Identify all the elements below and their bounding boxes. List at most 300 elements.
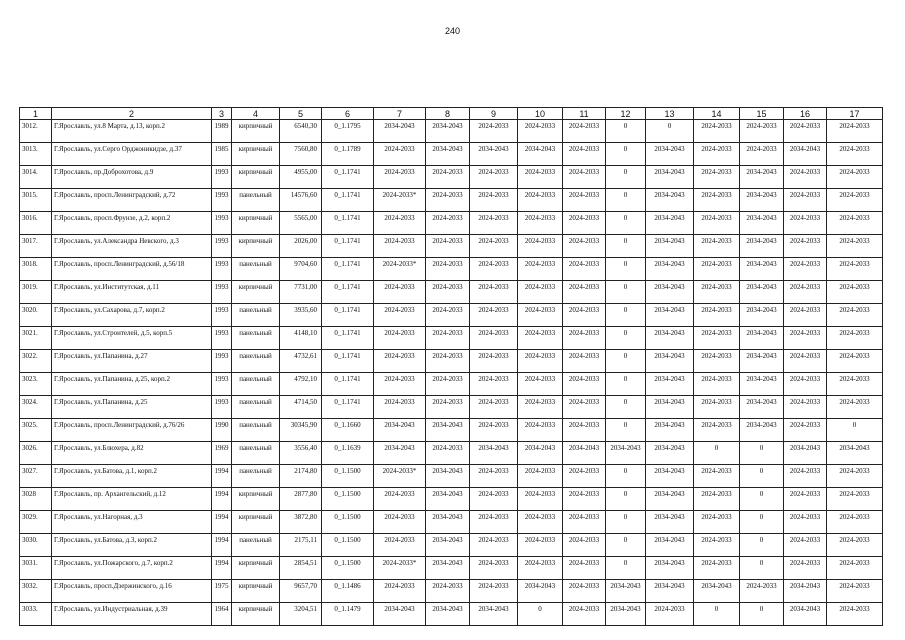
cell-coefficient: 0_1.1479 xyxy=(322,603,374,626)
table-row xyxy=(20,327,883,350)
cell-address: Г.Ярославль, ул.Строителей, д.5, корп.5 xyxy=(52,327,212,350)
cell-period-14: 2024-2033 xyxy=(694,534,740,557)
cell-coefficient: 0_1.1741 xyxy=(322,189,374,212)
cell-period-8: 2034-2043 xyxy=(426,534,470,557)
cell-coefficient: 0_1.1500 xyxy=(322,488,374,511)
cell-period-12: 0 xyxy=(606,189,646,212)
cell-year-built: 1993 xyxy=(212,373,232,396)
cell-period-16: 2024-2033 xyxy=(784,465,827,488)
cell-year-built: 1993 xyxy=(212,327,232,350)
cell-period-11: 2034-2043 xyxy=(563,442,606,465)
cell-period-8: 2024-2033 xyxy=(426,235,470,258)
cell-period-13: 2034-2043 xyxy=(646,327,694,350)
cell-year-built: 1993 xyxy=(212,212,232,235)
cell-period-13: 2034-2043 xyxy=(646,189,694,212)
cell-period-17: 2024-2033 xyxy=(827,166,883,189)
cell-period-13: 2034-2043 xyxy=(646,304,694,327)
cell-row-number: 3021. xyxy=(20,327,52,350)
cell-address: Г.Ярославль, ул.Институтская, д.11 xyxy=(52,281,212,304)
cell-period-9: 2024-2033 xyxy=(470,304,518,327)
table-row xyxy=(20,212,883,235)
cell-period-7: 2024-2033* xyxy=(374,258,426,281)
cell-wall-material: панельный xyxy=(232,258,280,281)
cell-period-8: 2034-2043 xyxy=(426,120,470,143)
column-header-4: 4 xyxy=(232,108,280,120)
cell-period-9: 2024-2033 xyxy=(470,235,518,258)
cell-period-14: 2024-2033 xyxy=(694,350,740,373)
cell-period-12: 0 xyxy=(606,327,646,350)
cell-period-11: 2024-2033 xyxy=(563,166,606,189)
cell-wall-material: кирпичный xyxy=(232,212,280,235)
cell-period-9: 2024-2033 xyxy=(470,511,518,534)
cell-period-11: 2024-2033 xyxy=(563,419,606,442)
cell-area: 9704,60 xyxy=(280,258,322,281)
cell-period-7: 2024-2033 xyxy=(374,511,426,534)
cell-period-10: 2024-2033 xyxy=(518,281,563,304)
cell-address: Г.Ярославль, ул.Александра Невского, д.3 xyxy=(52,235,212,258)
cell-period-9: 2024-2033 xyxy=(470,488,518,511)
cell-period-16: 2024-2033 xyxy=(784,304,827,327)
cell-wall-material: панельный xyxy=(232,350,280,373)
cell-wall-material: кирпичный xyxy=(232,580,280,603)
cell-period-8: 2024-2033 xyxy=(426,304,470,327)
cell-period-16: 2024-2033 xyxy=(784,281,827,304)
cell-area: 2026,00 xyxy=(280,235,322,258)
cell-period-10: 0 xyxy=(518,603,563,626)
cell-period-12: 0 xyxy=(606,212,646,235)
cell-period-12: 0 xyxy=(606,534,646,557)
cell-address: Г.Ярославль, просп.Фрунзе, д.2, корп.2 xyxy=(52,212,212,235)
cell-year-built: 1989 xyxy=(212,120,232,143)
cell-period-7: 2024-2033 xyxy=(374,235,426,258)
cell-period-10: 2024-2033 xyxy=(518,189,563,212)
table-row xyxy=(20,120,883,143)
cell-wall-material: кирпичный xyxy=(232,281,280,304)
cell-period-7: 2024-2033 xyxy=(374,327,426,350)
cell-address: Г.Ярославль, просп.Ленинградский, д.56/18 xyxy=(52,258,212,281)
cell-period-10: 2034-2043 xyxy=(518,442,563,465)
cell-address: Г.Ярославль, ул.Батова, д.1, корп.2 xyxy=(52,465,212,488)
cell-period-9: 2024-2033 xyxy=(470,120,518,143)
cell-area: 14576,60 xyxy=(280,189,322,212)
cell-year-built: 1994 xyxy=(212,534,232,557)
cell-period-10: 2024-2033 xyxy=(518,557,563,580)
cell-period-17: 2024-2033 xyxy=(827,327,883,350)
column-header-12: 12 xyxy=(606,108,646,120)
cell-period-15: 0 xyxy=(740,603,784,626)
cell-period-17: 2024-2033 xyxy=(827,143,883,166)
cell-period-12: 2034-2043 xyxy=(606,580,646,603)
cell-period-12: 0 xyxy=(606,465,646,488)
table-row xyxy=(20,304,883,327)
cell-period-14: 2024-2033 xyxy=(694,327,740,350)
cell-address: Г.Ярославль, ул.Папанина, д.25 xyxy=(52,396,212,419)
cell-period-15: 2034-2043 xyxy=(740,258,784,281)
cell-area: 5565,00 xyxy=(280,212,322,235)
cell-period-7: 2024-2033 xyxy=(374,534,426,557)
cell-year-built: 1994 xyxy=(212,465,232,488)
cell-period-7: 2024-2033 xyxy=(374,143,426,166)
cell-period-10: 2024-2033 xyxy=(518,166,563,189)
cell-period-12: 0 xyxy=(606,419,646,442)
cell-row-number: 3024. xyxy=(20,396,52,419)
cell-period-7: 2024-2033 xyxy=(374,304,426,327)
cell-period-15: 2024-2033 xyxy=(740,143,784,166)
cell-period-8: 2024-2033 xyxy=(426,350,470,373)
cell-row-number: 3022. xyxy=(20,350,52,373)
cell-row-number: 3020. xyxy=(20,304,52,327)
cell-area: 4714,50 xyxy=(280,396,322,419)
cell-coefficient: 0_1.1500 xyxy=(322,557,374,580)
cell-period-14: 2024-2033 xyxy=(694,465,740,488)
column-header-3: 3 xyxy=(212,108,232,120)
cell-coefficient: 0_1.1795 xyxy=(322,120,374,143)
cell-coefficient: 0_1.1639 xyxy=(322,442,374,465)
cell-period-15: 2034-2043 xyxy=(740,327,784,350)
cell-period-9: 2024-2033 xyxy=(470,580,518,603)
housing-register-table xyxy=(19,107,883,626)
cell-wall-material: панельный xyxy=(232,465,280,488)
cell-row-number: 3013. xyxy=(20,143,52,166)
cell-row-number: 3025. xyxy=(20,419,52,442)
cell-period-8: 2024-2033 xyxy=(426,189,470,212)
cell-area: 7560,80 xyxy=(280,143,322,166)
cell-area: 3556,40 xyxy=(280,442,322,465)
cell-period-13: 2034-2043 xyxy=(646,396,694,419)
cell-period-7: 2024-2033* xyxy=(374,557,426,580)
cell-period-7: 2034-2043 xyxy=(374,603,426,626)
cell-period-15: 2034-2043 xyxy=(740,350,784,373)
cell-period-13: 2034-2043 xyxy=(646,580,694,603)
cell-period-17: 2024-2033 xyxy=(827,281,883,304)
cell-period-9: 2024-2033 xyxy=(470,557,518,580)
cell-coefficient: 0_1.1741 xyxy=(322,350,374,373)
page-number: 240 xyxy=(444,26,461,36)
cell-row-number: 3031. xyxy=(20,557,52,580)
cell-period-8: 2024-2033 xyxy=(426,442,470,465)
cell-coefficient: 0_1.1741 xyxy=(322,235,374,258)
cell-period-16: 2024-2033 xyxy=(784,189,827,212)
cell-period-15: 0 xyxy=(740,534,784,557)
table-row xyxy=(20,350,883,373)
cell-period-8: 2034-2043 xyxy=(426,511,470,534)
cell-period-13: 2034-2043 xyxy=(646,235,694,258)
cell-coefficient: 0_1.1741 xyxy=(322,396,374,419)
cell-year-built: 1993 xyxy=(212,281,232,304)
cell-year-built: 1993 xyxy=(212,166,232,189)
cell-row-number: 3023. xyxy=(20,373,52,396)
cell-period-15: 2034-2043 xyxy=(740,373,784,396)
table-row xyxy=(20,166,883,189)
cell-row-number: 3012. xyxy=(20,120,52,143)
cell-period-14: 0 xyxy=(694,442,740,465)
cell-period-15: 0 xyxy=(740,442,784,465)
cell-year-built: 1993 xyxy=(212,304,232,327)
cell-address: Г.Ярославль, пр.Доброхотова, д.9 xyxy=(52,166,212,189)
cell-coefficient: 0_1.1741 xyxy=(322,212,374,235)
column-header-9: 9 xyxy=(470,108,518,120)
column-header-17: 17 xyxy=(827,108,883,120)
cell-address: Г.Ярославль, ул.Батова, д.3, корп.2 xyxy=(52,534,212,557)
cell-area: 30345,90 xyxy=(280,419,322,442)
cell-period-13: 2034-2043 xyxy=(646,534,694,557)
cell-period-9: 2024-2033 xyxy=(470,166,518,189)
cell-period-9: 2024-2033 xyxy=(470,350,518,373)
cell-period-13: 2024-2033 xyxy=(646,603,694,626)
cell-address: Г.Ярославль, просп.Ленинградский, д.76/26 xyxy=(52,419,212,442)
cell-period-17: 2024-2033 xyxy=(827,120,883,143)
cell-period-17: 2024-2033 xyxy=(827,235,883,258)
cell-period-14: 2024-2033 xyxy=(694,511,740,534)
cell-coefficient: 0_1.1500 xyxy=(322,511,374,534)
cell-period-17: 2024-2033 xyxy=(827,603,883,626)
cell-period-12: 0 xyxy=(606,488,646,511)
cell-period-7: 2024-2033 xyxy=(374,373,426,396)
cell-period-16: 2024-2033 xyxy=(784,373,827,396)
cell-period-9: 2024-2033 xyxy=(470,212,518,235)
cell-period-14: 2024-2033 xyxy=(694,304,740,327)
cell-period-16: 2034-2043 xyxy=(784,442,827,465)
table-row xyxy=(20,557,883,580)
cell-period-10: 2024-2033 xyxy=(518,235,563,258)
cell-period-13: 2034-2043 xyxy=(646,281,694,304)
cell-period-7: 2024-2033 xyxy=(374,488,426,511)
column-header-15: 15 xyxy=(740,108,784,120)
cell-area: 9657,70 xyxy=(280,580,322,603)
cell-address: Г.Ярославль, ул.Сахарова, д.7, корп.2 xyxy=(52,304,212,327)
cell-period-17: 2024-2033 xyxy=(827,212,883,235)
cell-period-15: 2034-2043 xyxy=(740,419,784,442)
table-row xyxy=(20,419,883,442)
cell-period-15: 2034-2043 xyxy=(740,235,784,258)
cell-row-number: 3026. xyxy=(20,442,52,465)
cell-area: 3204,51 xyxy=(280,603,322,626)
cell-period-12: 2034-2043 xyxy=(606,603,646,626)
cell-period-15: 2024-2033 xyxy=(740,580,784,603)
cell-address: Г.Ярославль, ул.Папанина, д.25, корп.2 xyxy=(52,373,212,396)
column-number-row xyxy=(20,108,883,120)
cell-year-built: 1964 xyxy=(212,603,232,626)
cell-period-14: 2024-2033 xyxy=(694,189,740,212)
cell-period-12: 0 xyxy=(606,143,646,166)
cell-period-17: 2024-2033 xyxy=(827,511,883,534)
cell-wall-material: кирпичный xyxy=(232,235,280,258)
cell-period-12: 2034-2043 xyxy=(606,442,646,465)
cell-period-12: 0 xyxy=(606,120,646,143)
column-header-13: 13 xyxy=(646,108,694,120)
cell-period-17: 2024-2033 xyxy=(827,304,883,327)
cell-row-number: 3018. xyxy=(20,258,52,281)
cell-period-16: 2024-2033 xyxy=(784,258,827,281)
column-header-10: 10 xyxy=(518,108,563,120)
cell-row-number: 3032. xyxy=(20,580,52,603)
table-row xyxy=(20,580,883,603)
cell-period-12: 0 xyxy=(606,373,646,396)
cell-period-11: 2024-2033 xyxy=(563,304,606,327)
cell-wall-material: панельный xyxy=(232,373,280,396)
column-header-14: 14 xyxy=(694,108,740,120)
cell-year-built: 1993 xyxy=(212,235,232,258)
table-row xyxy=(20,373,883,396)
cell-period-11: 2024-2033 xyxy=(563,488,606,511)
cell-period-14: 2024-2033 xyxy=(694,166,740,189)
cell-period-8: 2034-2043 xyxy=(426,603,470,626)
cell-period-10: 2024-2033 xyxy=(518,120,563,143)
table-row xyxy=(20,465,883,488)
cell-period-17: 2024-2033 xyxy=(827,258,883,281)
cell-period-11: 2024-2033 xyxy=(563,373,606,396)
cell-period-8: 2024-2033 xyxy=(426,212,470,235)
cell-wall-material: кирпичный xyxy=(232,143,280,166)
cell-period-8: 2024-2033 xyxy=(426,166,470,189)
cell-period-11: 2024-2033 xyxy=(563,465,606,488)
cell-coefficient: 0_1.1486 xyxy=(322,580,374,603)
cell-period-13: 2034-2043 xyxy=(646,419,694,442)
cell-period-9: 2024-2033 xyxy=(470,419,518,442)
table-row xyxy=(20,235,883,258)
cell-period-9: 2034-2043 xyxy=(470,442,518,465)
cell-period-16: 2034-2043 xyxy=(784,580,827,603)
cell-period-15: 2034-2043 xyxy=(740,166,784,189)
cell-period-14: 2024-2033 xyxy=(694,212,740,235)
cell-address: Г.Ярославль, просп.Дзержинского, д.16 xyxy=(52,580,212,603)
cell-period-13: 2034-2043 xyxy=(646,350,694,373)
cell-wall-material: панельный xyxy=(232,396,280,419)
cell-period-10: 2024-2033 xyxy=(518,212,563,235)
cell-period-16: 2024-2033 xyxy=(784,235,827,258)
cell-row-number: 3028 xyxy=(20,488,52,511)
cell-area: 4732,61 xyxy=(280,350,322,373)
cell-address: Г.Ярославль, ул.Нагорная, д.3 xyxy=(52,511,212,534)
cell-period-10: 2024-2033 xyxy=(518,350,563,373)
table-row xyxy=(20,258,883,281)
cell-address: Г.Ярославль, ул.8 Марта, д.13, корп.2 xyxy=(52,120,212,143)
cell-address: Г.Ярославль, просп.Ленинградский, д.72 xyxy=(52,189,212,212)
cell-period-17: 2024-2033 xyxy=(827,350,883,373)
cell-year-built: 1994 xyxy=(212,488,232,511)
cell-period-13: 2034-2043 xyxy=(646,465,694,488)
cell-period-8: 2024-2033 xyxy=(426,373,470,396)
cell-row-number: 3016. xyxy=(20,212,52,235)
table-row xyxy=(20,143,883,166)
cell-period-16: 2024-2033 xyxy=(784,557,827,580)
cell-period-9: 2024-2033 xyxy=(470,281,518,304)
cell-period-10: 2024-2033 xyxy=(518,488,563,511)
table-row xyxy=(20,488,883,511)
cell-wall-material: панельный xyxy=(232,304,280,327)
column-header-6: 6 xyxy=(322,108,374,120)
cell-period-7: 2024-2033 xyxy=(374,580,426,603)
cell-period-15: 2034-2043 xyxy=(740,212,784,235)
cell-period-12: 0 xyxy=(606,304,646,327)
cell-area: 7731,00 xyxy=(280,281,322,304)
cell-area: 3872,80 xyxy=(280,511,322,534)
cell-period-11: 2024-2033 xyxy=(563,534,606,557)
cell-period-9: 2024-2033 xyxy=(470,373,518,396)
cell-address: Г.Ярославль, ул.Серго Орджоникидзе, д.37 xyxy=(52,143,212,166)
cell-period-13: 2034-2043 xyxy=(646,511,694,534)
cell-area: 2854,51 xyxy=(280,557,322,580)
cell-year-built: 1993 xyxy=(212,189,232,212)
cell-wall-material: панельный xyxy=(232,327,280,350)
table-row xyxy=(20,442,883,465)
cell-period-14: 2024-2033 xyxy=(694,120,740,143)
cell-period-11: 2024-2033 xyxy=(563,557,606,580)
cell-period-15: 0 xyxy=(740,511,784,534)
cell-row-number: 3029. xyxy=(20,511,52,534)
cell-period-8: 2024-2033 xyxy=(426,281,470,304)
cell-period-13: 2034-2043 xyxy=(646,557,694,580)
cell-year-built: 1990 xyxy=(212,419,232,442)
cell-row-number: 3019. xyxy=(20,281,52,304)
cell-period-12: 0 xyxy=(606,350,646,373)
cell-period-14: 2024-2033 xyxy=(694,373,740,396)
table-row xyxy=(20,189,883,212)
cell-period-14: 0 xyxy=(694,603,740,626)
cell-period-11: 2024-2033 xyxy=(563,189,606,212)
cell-period-8: 2024-2033 xyxy=(426,580,470,603)
cell-wall-material: кирпичный xyxy=(232,511,280,534)
cell-coefficient: 0_1.1741 xyxy=(322,166,374,189)
cell-period-9: 2024-2033 xyxy=(470,534,518,557)
cell-period-14: 2024-2033 xyxy=(694,143,740,166)
cell-period-10: 2034-2043 xyxy=(518,143,563,166)
cell-wall-material: панельный xyxy=(232,442,280,465)
column-header-1: 1 xyxy=(20,108,52,120)
cell-coefficient: 0_1.1741 xyxy=(322,304,374,327)
cell-period-16: 2034-2043 xyxy=(784,603,827,626)
cell-period-7: 2024-2033 xyxy=(374,350,426,373)
cell-period-8: 2034-2043 xyxy=(426,143,470,166)
cell-period-17: 2024-2033 xyxy=(827,488,883,511)
cell-period-16: 2024-2033 xyxy=(784,511,827,534)
cell-period-14: 2024-2033 xyxy=(694,557,740,580)
cell-period-15: 2034-2043 xyxy=(740,304,784,327)
cell-coefficient: 0_1.1789 xyxy=(322,143,374,166)
cell-period-7: 2024-2033* xyxy=(374,465,426,488)
cell-period-11: 2024-2033 xyxy=(563,143,606,166)
table-body xyxy=(20,120,883,626)
cell-period-16: 2024-2033 xyxy=(784,212,827,235)
cell-year-built: 1994 xyxy=(212,511,232,534)
cell-period-8: 2034-2043 xyxy=(426,557,470,580)
cell-period-11: 2024-2033 xyxy=(563,235,606,258)
cell-period-11: 2024-2033 xyxy=(563,396,606,419)
cell-period-17: 2034-2043 xyxy=(827,442,883,465)
cell-period-8: 2034-2043 xyxy=(426,419,470,442)
cell-row-number: 3015. xyxy=(20,189,52,212)
cell-period-17: 2024-2033 xyxy=(827,580,883,603)
cell-period-7: 2024-2033 xyxy=(374,212,426,235)
column-header-5: 5 xyxy=(280,108,322,120)
cell-wall-material: кирпичный xyxy=(232,120,280,143)
cell-period-11: 2024-2033 xyxy=(563,327,606,350)
cell-area: 4792,10 xyxy=(280,373,322,396)
cell-period-15: 2034-2043 xyxy=(740,281,784,304)
cell-period-13: 2034-2043 xyxy=(646,212,694,235)
cell-period-14: 2024-2033 xyxy=(694,235,740,258)
table-row xyxy=(20,396,883,419)
cell-period-7: 2034-2043 xyxy=(374,442,426,465)
cell-year-built: 1975 xyxy=(212,580,232,603)
cell-period-14: 2024-2033 xyxy=(694,488,740,511)
cell-period-15: 2034-2043 xyxy=(740,396,784,419)
cell-year-built: 1985 xyxy=(212,143,232,166)
cell-period-15: 0 xyxy=(740,557,784,580)
table-row xyxy=(20,603,883,626)
cell-period-7: 2034-2043 xyxy=(374,120,426,143)
table-row xyxy=(20,281,883,304)
